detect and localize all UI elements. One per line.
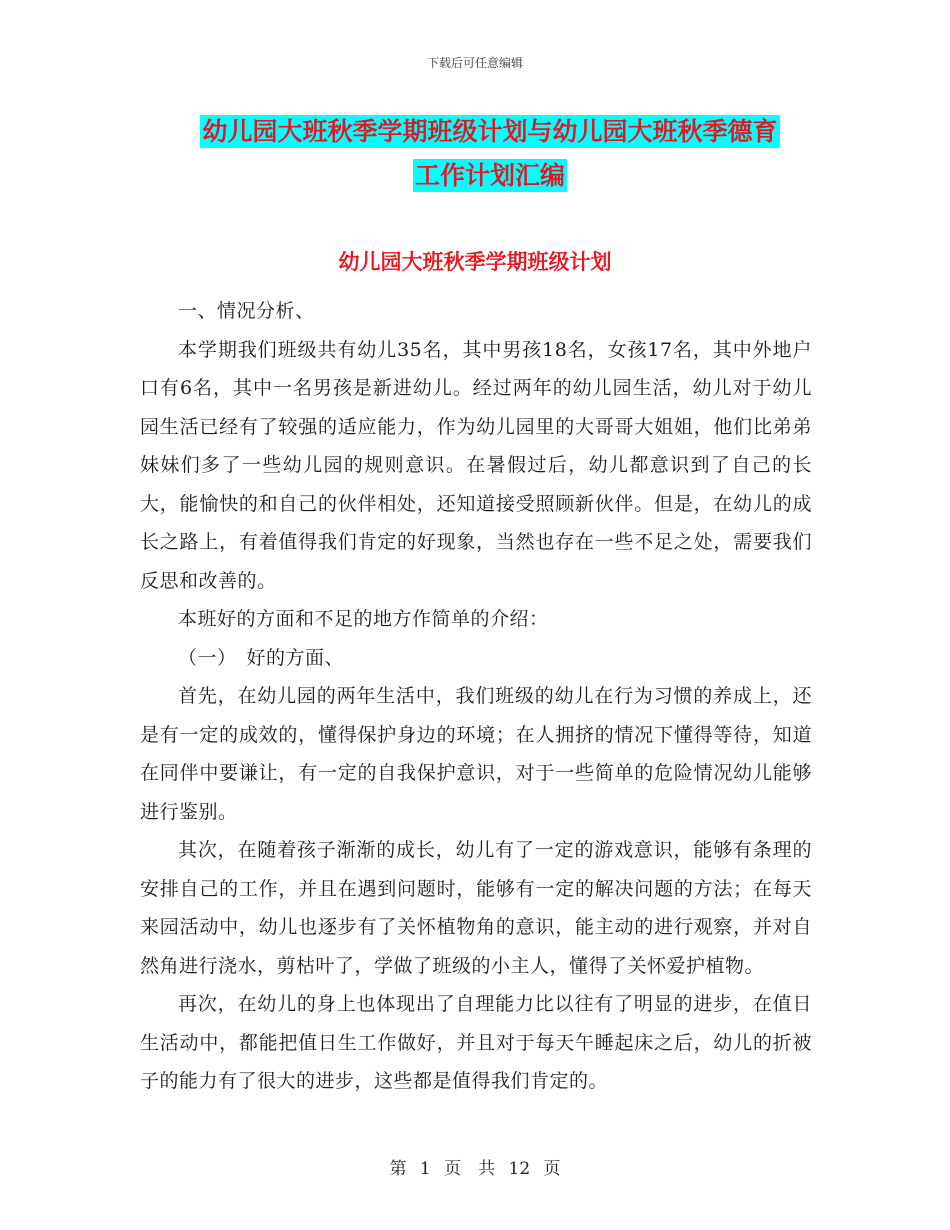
paragraph-third: 再次，在幼儿的身上也体现出了自理能力比以往有了明显的进步，在值日生活动中，都能把值日生工作做好，并且对于每天午睡起床之后，幼儿的折被子的能力有了很大的进步，这些都是值得我们肯定的。 — [140, 993, 812, 1092]
document-title-line-1: 幼儿园大班秋季学期班级计划与幼儿园大班秋季德育 — [202, 117, 778, 146]
paragraph-intro: 本班好的方面和不足的地方作简单的介绍： — [178, 608, 549, 630]
paragraph-second: 其次，在随着孩子渐渐的成长，幼儿有了一定的游戏意识，能够有条理的安排自己的工作，并且在遇到问题时，能够有一定的解决问题的方法；在每天来园活动中，幼儿也逐步有了关怀植物角的意识，能主动的进行观察，并对自然角进行浇水，剪枯叶了，学做了班级的小主人，懂得了关怀爱护植物。 — [140, 839, 812, 977]
section-title: 幼儿园大班秋季学期班级计划 — [338, 249, 612, 274]
page-middle: 页 共 — [444, 1159, 496, 1179]
paragraph-first: 首先，在幼儿园的两年生活中，我们班级的幼儿在行为习惯的养成上，还是有一定的成效的，懂得保护身边的环境；在人拥挤的情况下懂得等待，知道在同伴中要谦让，有一定的自我保护意识，对于一些简单的危险情况幼儿能够进行鉴别。 — [140, 685, 812, 823]
heading-good-aspects: （一） 好的方面、 — [178, 646, 345, 669]
header-note: 下载后可任意编辑 — [426, 56, 523, 70]
page-suffix: 页 — [543, 1159, 561, 1179]
page-total: 12 — [508, 1159, 531, 1179]
paragraph-class-overview: 本学期我们班级共有幼儿35名，其中男孩18名，女孩17名，其中外地户口有6名，其中一名男孩是新进幼儿。经过两年的幼儿园生活，幼儿对于幼儿园生活已经有了较强的适应能力，作为幼儿园里的大哥哥大姐姐，他们比弟弟妹妹们多了一些幼儿园的规则意识。在暑假过后，幼儿都意识到了自己的长大，能愉快的和自己的伙伴相处，还知道接受照顾新伙伴。但是，在幼儿的成长之路上，有着值得我们肯定的好现象，当然也存在一些不足之处，需要我们反思和改善的。 — [140, 338, 812, 592]
page-number: 1 — [419, 1159, 431, 1179]
document-title — [140, 110, 840, 198]
heading-situation-analysis: 一、情况分析、 — [178, 300, 315, 322]
page-prefix: 第 — [389, 1159, 407, 1179]
document-body — [140, 292, 812, 1101]
document-title-line-2: 工作计划汇编 — [414, 161, 565, 190]
page-footer — [0, 1154, 950, 1179]
